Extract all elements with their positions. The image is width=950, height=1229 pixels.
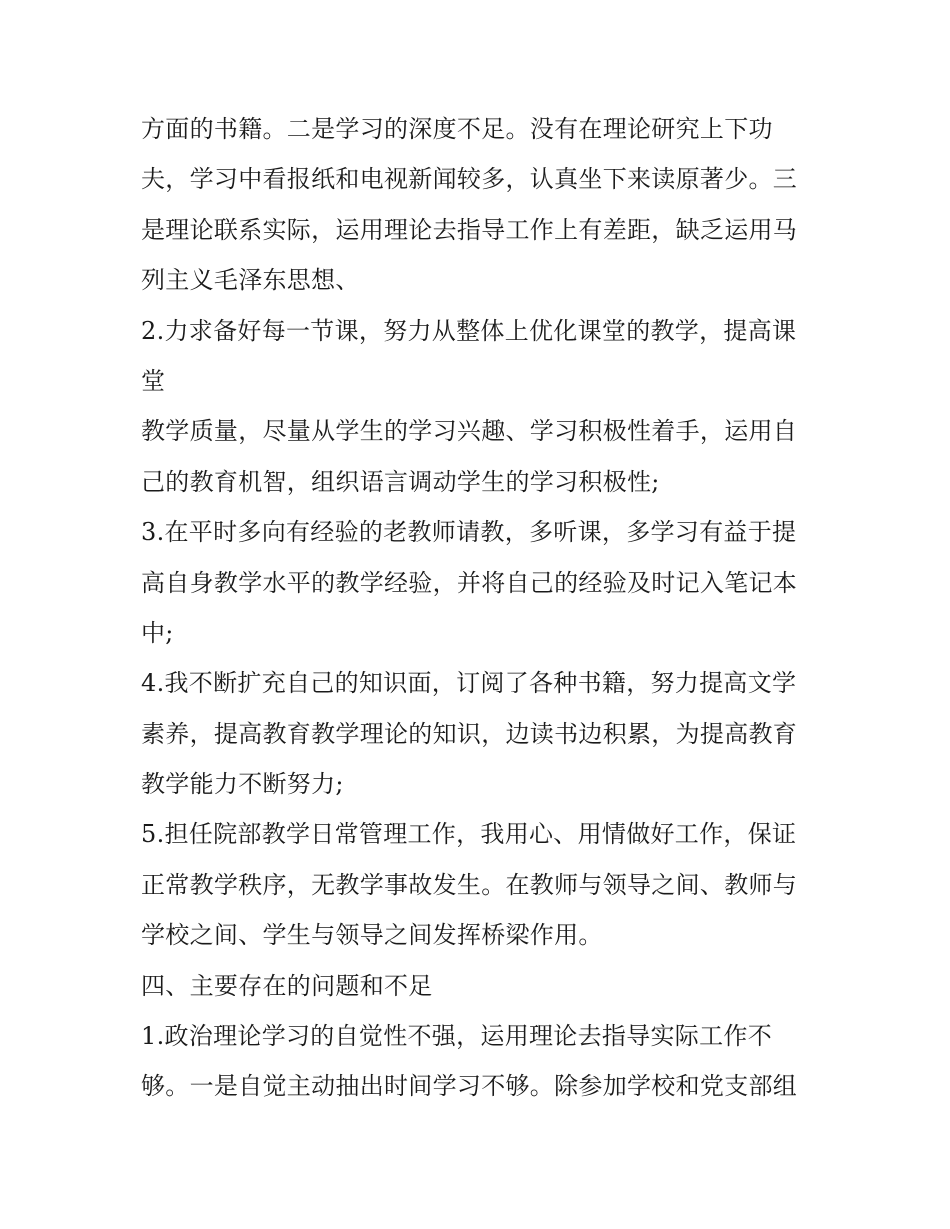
text-line: 夫，学习中看报纸和电视新闻较多，认真坐下来读原著少。三 — [141, 165, 798, 194]
text-line: 素养，提高教育教学理论的知识，边读书边积累，为提高教育 — [141, 719, 798, 748]
text-line: 正常教学秩序，无教学事故发生。在教师与领导之间、教师与 — [141, 870, 798, 899]
text-line: 中; — [141, 618, 174, 647]
text-line: 5.担任院部教学日常管理工作，我用心、用情做好工作，保证 — [141, 820, 797, 849]
text-line: 堂 — [141, 366, 166, 395]
text-line: 够。一是自觉主动抽出时间学习不够。除参加学校和党支部组 — [141, 1072, 798, 1101]
text-line: 4.我不断扩充自己的知识面，订阅了各种书籍，努力提高文学 — [141, 669, 797, 698]
text-line: 2.力求备好每一节课，努力从整体上优化课堂的教学，提高课 — [141, 316, 797, 345]
text-line: 教学能力不断努力; — [141, 770, 344, 799]
text-line: 1.政治理论学习的自觉性不强，运用理论去指导实际工作不 — [141, 1022, 772, 1051]
text-line: 教学质量，尽量从学生的学习兴趣、学习积极性着手，运用自 — [141, 417, 798, 446]
section-heading: 四、主要存在的问题和不足 — [141, 971, 433, 1000]
text-line: 是理论联系实际，运用理论去指导工作上有差距，缺乏运用马 — [141, 215, 798, 244]
text-line: 学校之间、学生与领导之间发挥桥梁作用。 — [141, 921, 603, 950]
document-body — [141, 104, 821, 1112]
text-line: 高自身教学水平的教学经验，并将自己的经验及时记入笔记本 — [141, 568, 798, 597]
text-line: 3.在平时多向有经验的老教师请教，多听课，多学习有益于提 — [141, 518, 797, 547]
text-line: 列主义毛泽东思想、 — [141, 266, 360, 295]
text-line: 方面的书籍。二是学习的深度不足。没有在理论研究上下功 — [141, 115, 773, 143]
text-line: 己的教育机智，组织语言调动学生的学习积极性; — [141, 467, 660, 496]
